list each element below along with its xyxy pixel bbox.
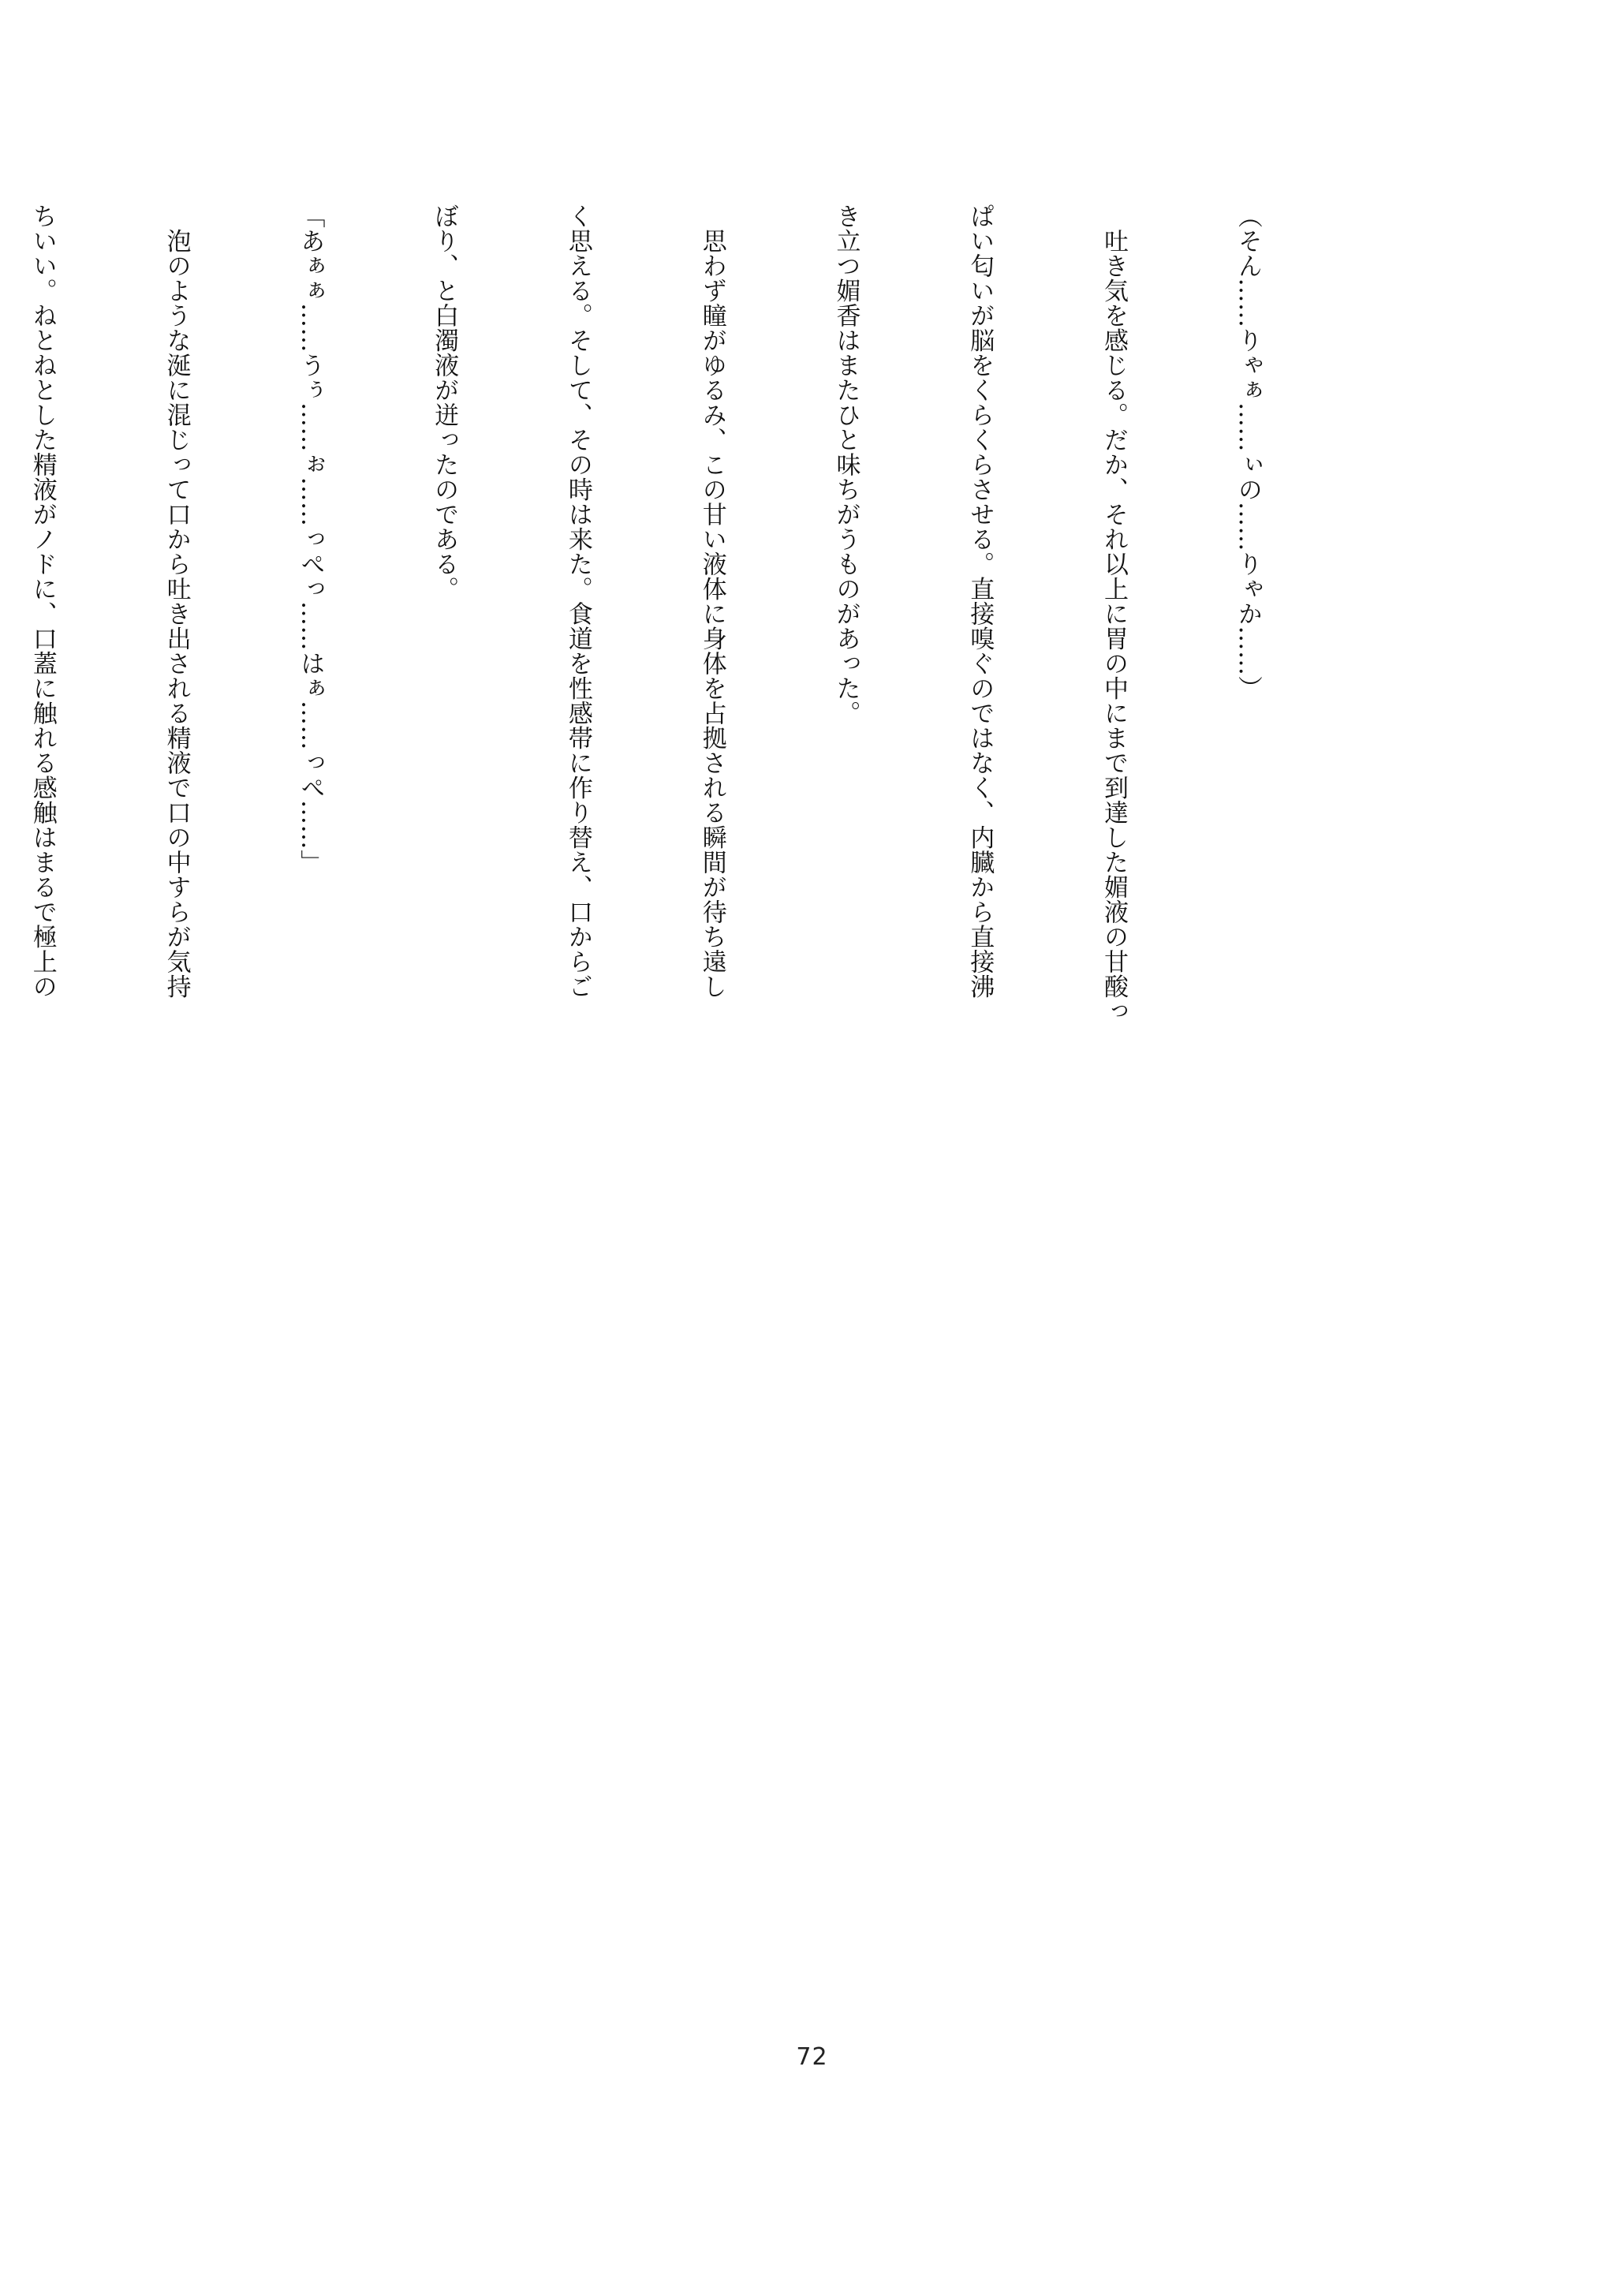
text-line: 泡のような涎に混じって口から吐き出される精液で口の中すらが気持 xyxy=(162,204,191,999)
page-number: 72 xyxy=(796,2043,828,2071)
text-line: （そん……りゃぁ……ぃの……りゃか……） xyxy=(1233,204,1262,701)
text-line: ぼり、と白濁液が迸ったのである。 xyxy=(430,204,459,601)
text-line: ちいい。ねとねとした精液がノドに、口蓋に触れる感触はまるで極上の xyxy=(28,204,57,999)
text-line: 「あぁぁ……うぅ……ぉ……っぺっ……はぁ……っぺ……」 xyxy=(296,204,325,875)
text-line: 吐き気を感じる。だか、それ以上に胃の中にまで到達した媚液の甘酸っ xyxy=(1099,204,1129,1024)
text-line: 思わず瞳がゆるみ、この甘い液体に身体を占拠される瞬間が待ち遠し xyxy=(697,204,726,999)
vertical-text-block xyxy=(0,204,1359,1119)
text-line: く思える。そして、その時は来た。食道を性感帯に作り替え、口からご xyxy=(563,204,592,999)
text-line: ぱい匂いが脳をくらくらさせる。直接嗅ぐのではなく、内臓から直接沸 xyxy=(965,204,995,999)
text-line: き立つ媚香はまたひと味ちがうものがあった。 xyxy=(831,204,861,726)
